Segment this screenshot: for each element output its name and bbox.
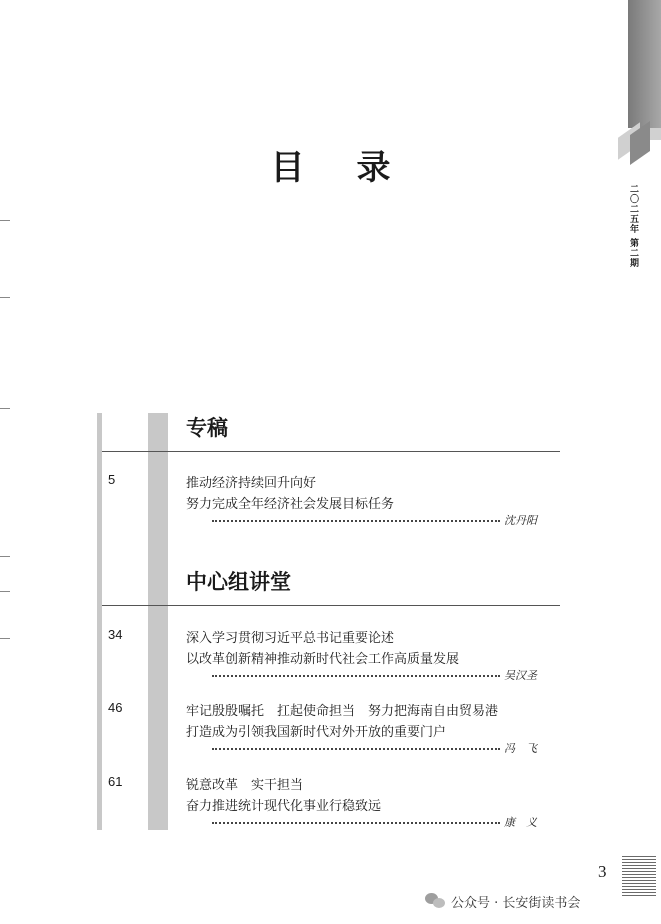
entry-title-line: 牢记殷殷嘱托 扛起使命担当 努力把海南自由贸易港: [186, 704, 499, 719]
entry-title-line: 锐意改革 实干担当: [186, 778, 304, 793]
side-band-dark: [628, 0, 661, 128]
section-rule: [102, 605, 560, 606]
footer-text: 公众号 · 长安街读书会: [451, 895, 581, 911]
watermark-footer: [425, 888, 655, 914]
margin-tick: [0, 638, 10, 639]
section-rule: [102, 451, 560, 452]
entry-page-number: 46: [108, 700, 123, 715]
entry-author: 沈丹阳: [504, 514, 537, 527]
margin-tick: [0, 220, 10, 221]
entry-author: 吴汉圣: [504, 669, 537, 682]
margin-tick: [0, 556, 10, 557]
entry-page-number: 34: [108, 627, 123, 642]
toc-column-bar-left: [97, 413, 102, 830]
entry-title-line: 以改革创新精神推动新时代社会工作高质量发展: [186, 652, 460, 667]
entry-author: 冯 飞: [504, 742, 537, 755]
entry-author: 康 义: [504, 816, 537, 829]
section-title-lecture: 中心组讲堂: [186, 570, 291, 594]
entry-page-number: 5: [108, 472, 116, 487]
entry-title-line: 奋力推进统计现代化事业行稳致远: [186, 799, 382, 814]
page-number: 3: [598, 862, 607, 881]
wechat-icon: [425, 893, 445, 909]
entry-title-line: 打造成为引领我国新时代对外开放的重要门户: [186, 725, 447, 740]
section-title-special: 专稿: [186, 416, 228, 440]
entry-title-line: 努力完成全年经济社会发展目标任务: [186, 497, 395, 512]
entry-page-number: 61: [108, 774, 123, 789]
dot-leader: [212, 675, 500, 677]
entry-title-line: 深入学习贯彻习近平总书记重要论述: [186, 631, 395, 646]
page-title: 目录: [270, 148, 443, 188]
margin-tick: [0, 591, 10, 592]
issue-label: 二〇二五年 第二期: [628, 184, 638, 269]
dot-leader: [212, 822, 500, 824]
dot-leader: [212, 520, 500, 522]
dot-leader: [212, 748, 500, 750]
margin-tick: [0, 297, 10, 298]
margin-tick: [0, 408, 10, 409]
entry-title-line: 推动经济持续回升向好: [186, 476, 317, 491]
toc-column-bar-mid: [148, 413, 168, 830]
